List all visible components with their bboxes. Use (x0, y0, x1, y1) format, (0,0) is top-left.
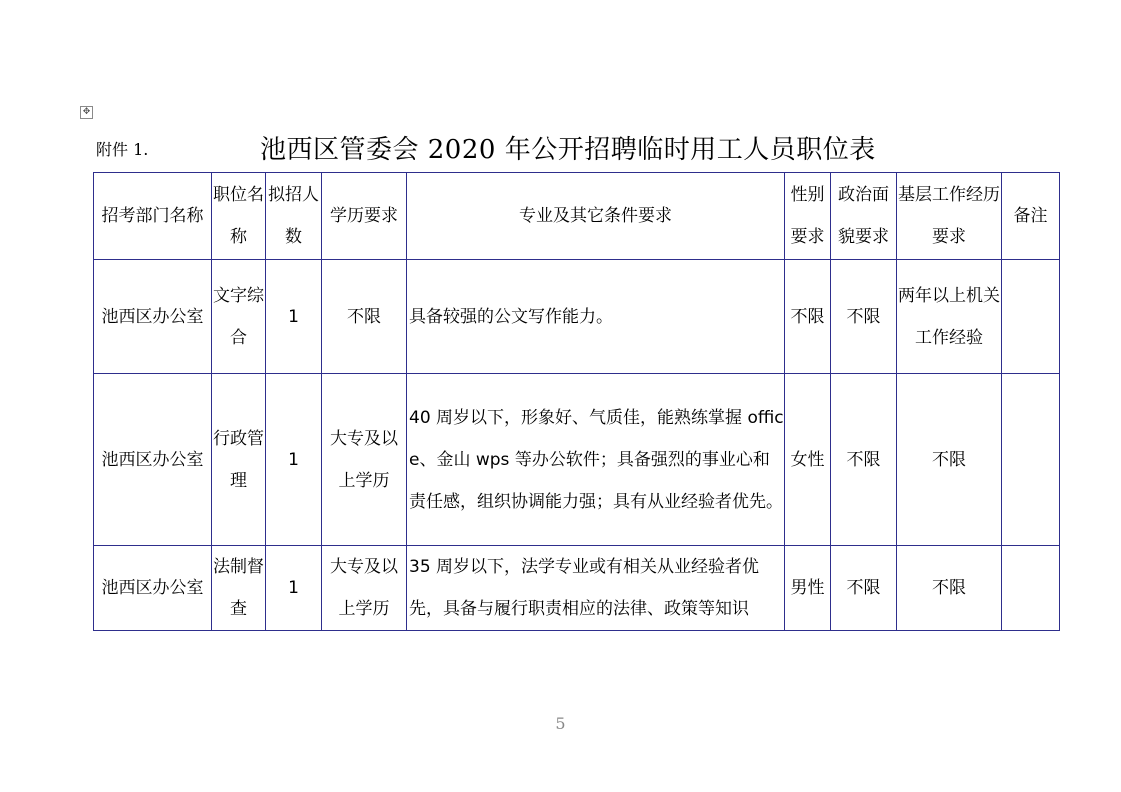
cell-dept: 池西区办公室 (94, 374, 212, 546)
cell-gender: 男性 (785, 546, 831, 631)
cell-conditions: 40 周岁以下，形象好、气质佳，能熟练掌握 office、金山 wps 等办公软件；具备强烈的事业心和责任感，组织协调能力强；具有从业经验者优先。 (407, 374, 785, 546)
cell-position: 文字综合 (212, 260, 266, 374)
cell-position: 法制督查 (212, 546, 266, 631)
page-number: 5 (555, 714, 566, 733)
cell-dept: 池西区办公室 (94, 260, 212, 374)
cell-political: 不限 (831, 260, 897, 374)
header-count: 拟招人数 (266, 173, 322, 260)
table-row (94, 260, 1060, 374)
header-education: 学历要求 (322, 173, 407, 260)
positions-table (93, 172, 1060, 631)
cell-education: 大专及以上学历 (322, 374, 407, 546)
cell-political: 不限 (831, 374, 897, 546)
table-header-row (94, 173, 1060, 260)
cell-position: 行政管理 (212, 374, 266, 546)
table-row (94, 546, 1060, 631)
cell-conditions: 具备较强的公文写作能力。 (407, 260, 785, 374)
cell-experience: 两年以上机关工作经验 (897, 260, 1002, 374)
table-row (94, 374, 1060, 546)
header-dept: 招考部门名称 (94, 173, 212, 260)
header-remarks: 备注 (1002, 173, 1060, 260)
cell-experience: 不限 (897, 374, 1002, 546)
attachment-label: 附件 1. (96, 140, 149, 159)
cell-political: 不限 (831, 546, 897, 631)
cell-count: 1 (266, 374, 322, 546)
cell-remarks (1002, 374, 1060, 546)
cell-gender: 女性 (785, 374, 831, 546)
header-experience: 基层工作经历要求 (897, 173, 1002, 260)
cell-count: 1 (266, 260, 322, 374)
cell-experience: 不限 (897, 546, 1002, 631)
cell-conditions: 35 周岁以下，法学专业或有相关从业经验者优先，具备与履行职责相应的法律、政策等知识 (407, 546, 785, 631)
cell-education: 大专及以上学历 (322, 546, 407, 631)
table-move-handle-icon[interactable]: ✥ (80, 106, 93, 119)
header-position: 职位名称 (212, 173, 266, 260)
header-gender: 性别要求 (785, 173, 831, 260)
header-political: 政治面貌要求 (831, 173, 897, 260)
cell-count: 1 (266, 546, 322, 631)
cell-remarks (1002, 260, 1060, 374)
header-conditions: 专业及其它条件要求 (407, 173, 785, 260)
document-title: 池西区管委会 2020 年公开招聘临时用工人员职位表 (260, 135, 876, 165)
cell-remarks (1002, 546, 1060, 631)
cell-gender: 不限 (785, 260, 831, 374)
cell-education: 不限 (322, 260, 407, 374)
cell-dept: 池西区办公室 (94, 546, 212, 631)
